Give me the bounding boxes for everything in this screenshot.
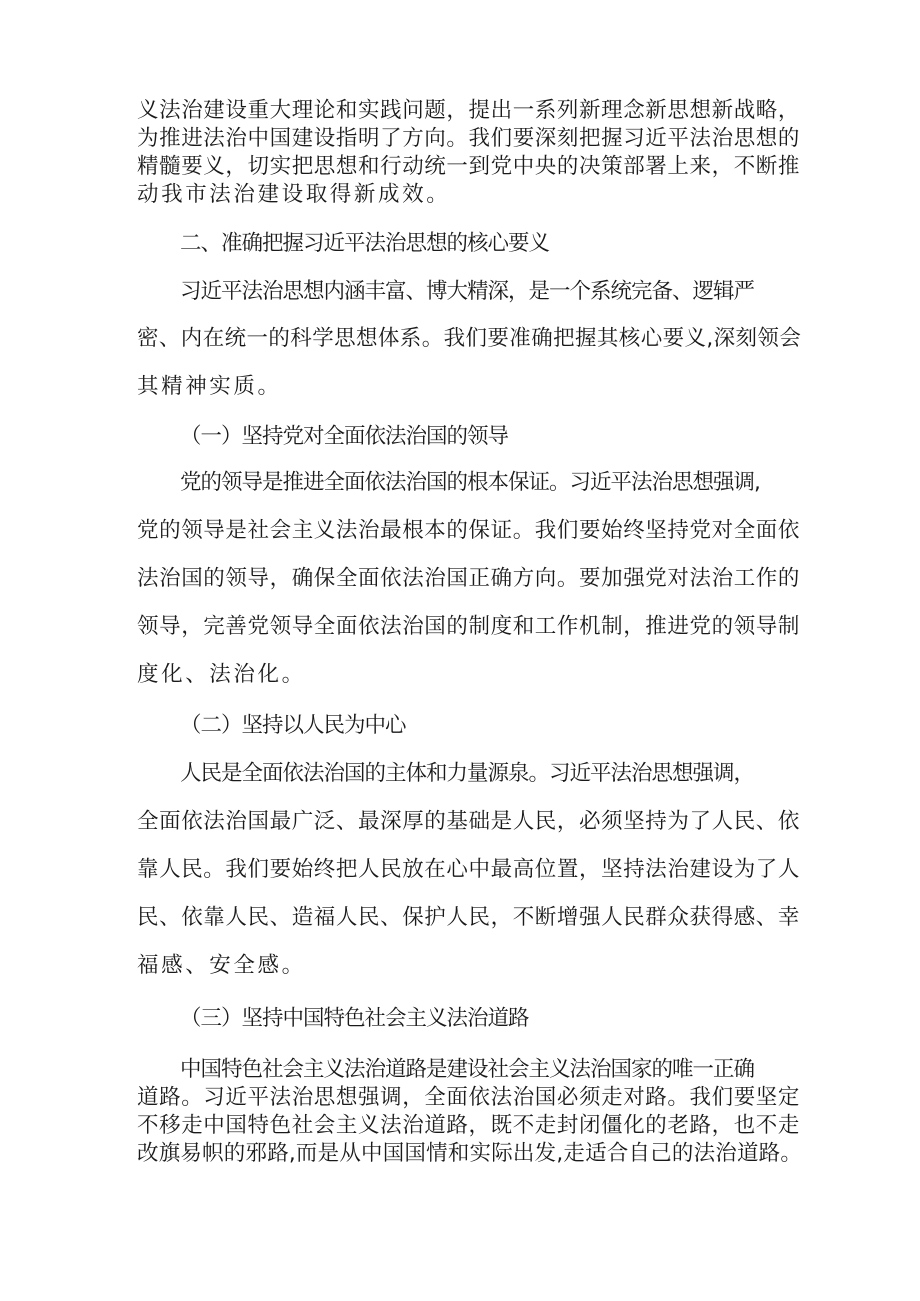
paragraph-line: 领导，完善党领导全面依法治国的制度和工作机制，推进党的领导制 <box>137 614 801 639</box>
paragraph-line: 习近平法治思想内涵丰富、博大精深，是一个系统完备、逻辑严 <box>180 279 755 304</box>
paragraph-line: 密、内在统一的科学思想体系。我们要准确把握其核心要义,深刻领会 <box>137 326 802 351</box>
paragraph-line: 为推进法治中国建设指明了方向。我们要深刻把握习近平法治思想的 <box>137 126 801 151</box>
subsection-heading: （一）坚持党对全面依法治国的领导 <box>180 424 509 449</box>
paragraph-line: 改旗易帜的邪路,而是从中国国情和实际出发,走适合自己的法治道路。 <box>137 1141 803 1166</box>
paragraph-line: 法治国的领导，确保全面依法治国正确方向。要加强党对法治工作的 <box>137 566 801 591</box>
paragraph-line: 全面依法治国最广泛、最深厚的基础是人民，必须坚持为了人民、依 <box>137 809 801 834</box>
paragraph-line: 精髓要义，切实把思想和行动统一到党中央的决策部署上来，不断推 <box>137 154 801 179</box>
subsection-heading: （二）坚持以人民为中心 <box>180 713 406 738</box>
paragraph-line: 道路。习近平法治思想强调，全面依法治国必须走对路。我们要坚定 <box>137 1085 801 1110</box>
paragraph-line: 福感、安全感。 <box>137 953 306 978</box>
paragraph-line: 党的领导是社会主义法治最根本的保证。我们要始终坚持党对全面依 <box>137 518 801 543</box>
section-heading: 二、准确把握习近平法治思想的核心要义 <box>180 231 550 256</box>
paragraph-line: 人民是全面依法治国的主体和力量源泉。习近平法治思想强调， <box>180 761 755 786</box>
paragraph-line: 民、依靠人民、造福人民、保护人民，不断增强人民群众获得感、幸 <box>137 905 801 930</box>
subsection-heading: （三）坚持中国特色社会主义法治道路 <box>180 1006 529 1031</box>
paragraph-line: 不移走中国特色社会主义法治道路，既不走封闭僵化的老路，也不走 <box>137 1113 801 1138</box>
paragraph-line: 义法治建设重大理论和实践问题，提出一系列新理念新思想新战略， <box>137 98 801 123</box>
paragraph-line: 中国特色社会主义法治道路是建设社会主义法治国家的唯一正确 <box>180 1057 755 1082</box>
paragraph-line: 党的领导是推进全面依法治国的根本保证。习近平法治思想强调, <box>180 470 760 495</box>
paragraph-line: 动我市法治建设取得新成效。 <box>137 182 451 207</box>
paragraph-line: 靠人民。我们要始终把人民放在心中最高位置，坚持法治建设为了人 <box>137 857 801 882</box>
paragraph-line: 度化、法治化。 <box>137 662 306 687</box>
paragraph-line: 其精神实质。 <box>137 374 282 399</box>
